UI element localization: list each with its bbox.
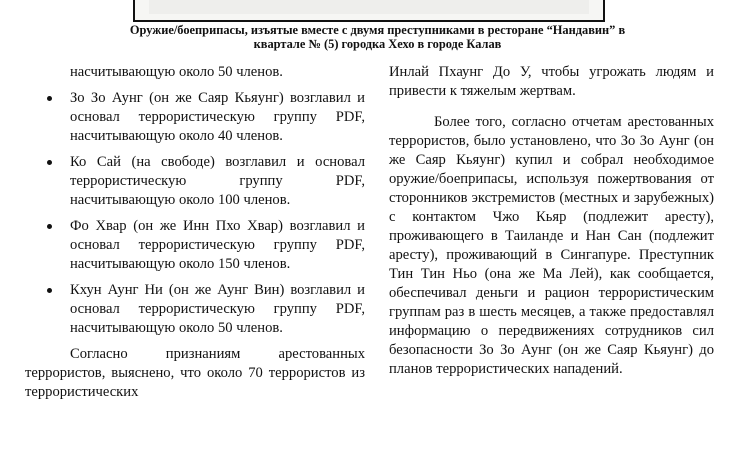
caption-line-1: Оружие/боеприпасы, изъятые вместе с двумя преступниками в ресторане “Нандавин” в <box>129 23 626 37</box>
list-item: Фо Хвар (он же Инн Пхо Хвар) возглавил и основал террористическую группу PDF, насчитывающую около 150 членов. <box>25 217 365 274</box>
continued-text: насчитывающую около 50 членов. <box>70 64 283 80</box>
photo-content <box>149 0 589 14</box>
continued-text: Инлай Пхаунг До У, чтобы угрожать людям и привести к тяжелым жертвам. <box>389 64 714 99</box>
confession-paragraph: Согласно признаниям арестованных террористов, выяснено, что около 70 террористов из террористических <box>25 346 365 400</box>
right-column <box>389 63 714 379</box>
photo-caption <box>100 23 655 51</box>
left-column <box>25 63 365 402</box>
list-item: Кхун Аунг Ни (он же Аунг Вин) возглавил и основал террористическую группу PDF, насчитывающую около 50 членов. <box>25 281 365 338</box>
list-item: Зо Зо Аунг (он же Саяр Кьяунг) возглавил и основал террористическую группу PDF, насчитывающую около 40 членов. <box>25 89 365 146</box>
report-paragraph: Более того, согласно отчетам арестованных террористов, было установлено, что Зо Зо Аунг (он же Саяр Кьяунг) купил и собрал необходимое оружие/боеприпасы, используя пожертвования от сторонников экстремистов (местных и зарубежных) с контактом Чжо Кьяр (подлежит аресту), проживающего в Таиланде и Нан Сан (подлежит аресту), проживающий в Сингапуре. Преступник Тин Тин Ньо (она же Ма Лей), как сообщается, обеспечивал деньги и рацион террористическим группам раз в шесть месяцев, а также предоставлял информацию о передвижениях сотрудников сил безопасности Зо Зо Аунг (он же Саяр Кьяунг) до планов террористических нападений. <box>389 114 714 377</box>
caption-line-2: квартале № (5) городка Хехо в городе Калав <box>253 37 502 51</box>
seized-weapons-photo <box>133 0 605 22</box>
list-item: Ко Сай (на свободе) возглавил и основал террористическую группу PDF, насчитывающую около 100 членов. <box>25 153 365 210</box>
leader-list <box>25 89 365 338</box>
